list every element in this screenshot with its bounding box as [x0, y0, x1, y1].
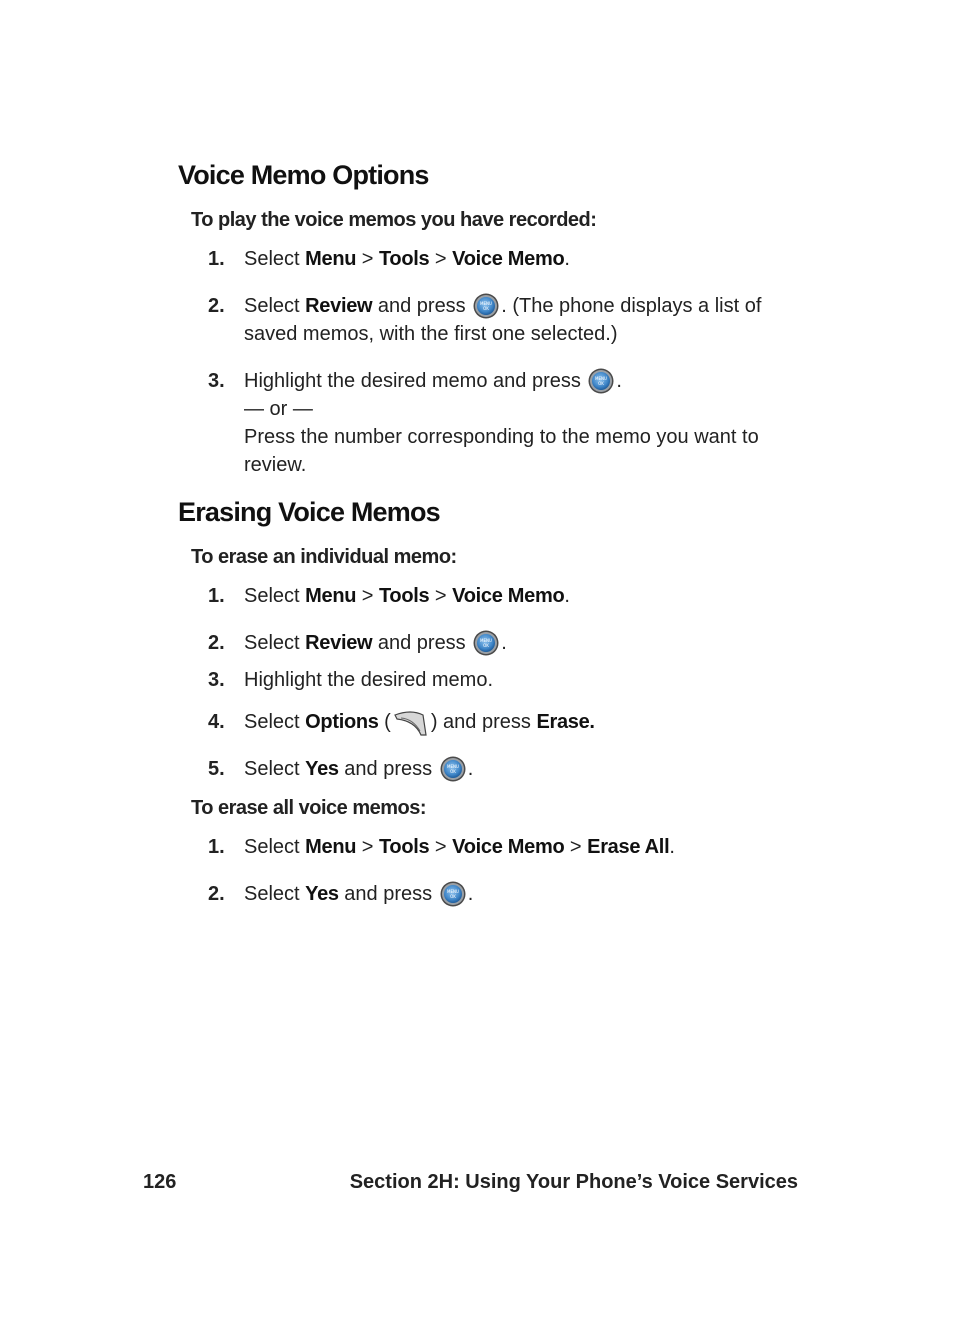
step-text: Highlight the desired memo. — [244, 669, 494, 691]
step-text: Select Menu > Tools > Voice Memo. — [244, 585, 570, 607]
step-number: 2. — [208, 632, 225, 654]
menu-ok-key-icon — [440, 881, 466, 907]
step-number: 2. — [208, 295, 225, 317]
procedure-intro: To erase all voice memos: — [191, 797, 427, 819]
menu-ok-key-icon — [440, 756, 466, 782]
right-softkey-icon — [393, 709, 429, 737]
step-text: Select Yes and press . — [244, 883, 474, 905]
step-text: Select Options ( ) and press Erase. — [244, 708, 804, 737]
step-number: 5. — [208, 758, 225, 780]
step-number: 3. — [208, 669, 225, 691]
step-number: 2. — [208, 883, 225, 905]
section-heading-erasing-voice-memos: Erasing Voice Memos — [178, 497, 440, 527]
step-text: Select Review and press . (The phone displays a list of saved memos, with the first one selected.) — [244, 295, 762, 345]
step-text: Select Menu > Tools > Voice Memo. — [244, 248, 570, 270]
running-footer-section-title: Section 2H: Using Your Phone’s Voice Services — [349, 1171, 798, 1193]
menu-ok-key-icon — [473, 293, 499, 319]
step-number: 1. — [208, 836, 225, 858]
menu-ok-key-icon — [588, 368, 614, 394]
menu-ok-key-icon — [473, 630, 499, 656]
page-number: 126 — [143, 1171, 177, 1193]
step-number: 4. — [208, 711, 225, 733]
procedure-intro: To erase an individual memo: — [191, 546, 457, 568]
section-heading-voice-memo-options: Voice Memo Options — [178, 160, 429, 190]
step-text: Highlight the desired memo and press . — or — Press the number corresponding to the memo you want to review. — [244, 370, 759, 476]
step-text: Select Menu > Tools > Voice Memo > Erase All. — [244, 836, 675, 858]
procedure-intro: To play the voice memos you have recorded: — [191, 209, 597, 231]
step-text: Select Yes and press . — [244, 758, 474, 780]
step-text: Select Review and press . — [244, 632, 507, 654]
step-number: 3. — [208, 370, 225, 392]
step-number: 1. — [208, 248, 225, 270]
step-number: 1. — [208, 585, 225, 607]
